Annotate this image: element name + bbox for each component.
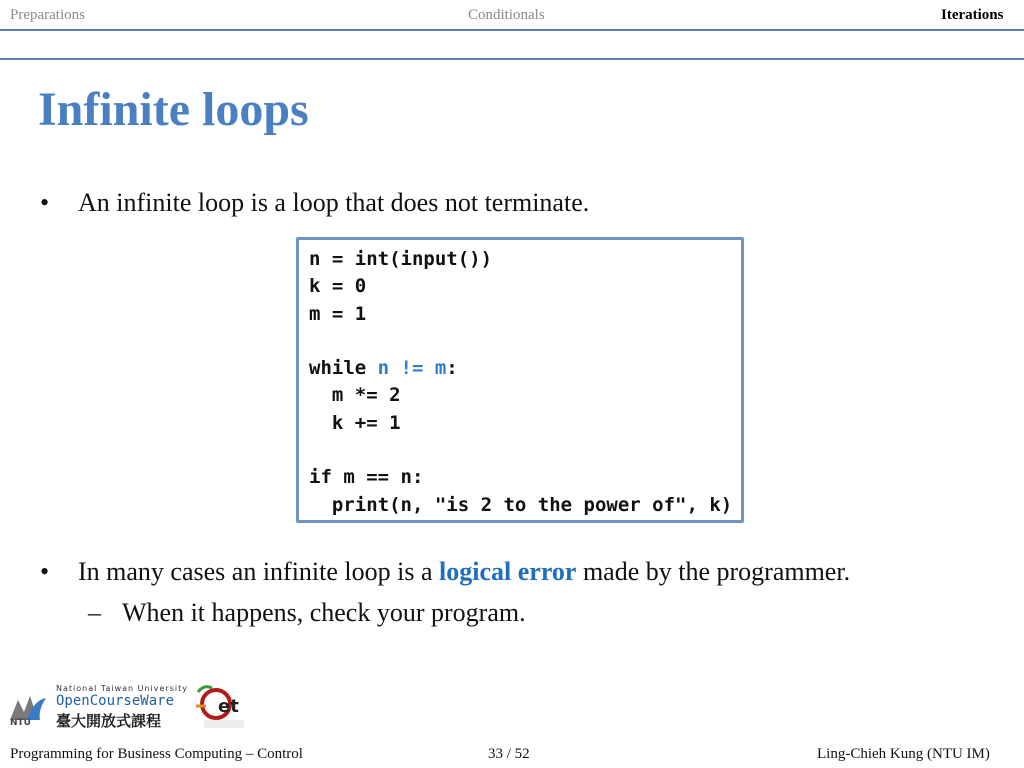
svg-text:NTU: NTU — [10, 718, 31, 726]
nav-item-conditionals[interactable]: Conditionals — [468, 7, 545, 23]
code-keyword: while — [309, 357, 378, 380]
code-colon: : — [446, 357, 458, 380]
svg-text:et: et — [218, 696, 239, 717]
ocw-chinese-label: 臺大開放式課程 — [56, 712, 162, 730]
bullet-text-suffix: made by the programmer. — [576, 557, 851, 586]
code-line: k += 1 — [309, 411, 401, 434]
slide-title: Infinite loops — [38, 83, 309, 136]
code-blank-line — [309, 328, 732, 355]
bullet-text-prefix: In many cases an infinite loop is a — [78, 557, 440, 586]
header-rule-top — [0, 29, 1024, 31]
footer-page-number: 33 / 52 — [488, 746, 530, 762]
code-block — [296, 237, 744, 523]
header-rule-bottom — [0, 58, 1024, 60]
ocw-brand-label: OpenCourseWare — [56, 693, 175, 709]
bullet-item — [40, 557, 851, 587]
code-blank-line — [309, 437, 732, 464]
code-line: m *= 2 — [309, 384, 401, 407]
sub-bullet-item — [88, 598, 526, 628]
get-logo-icon — [194, 682, 254, 732]
footer-author: Ling-Chieh Kung (NTU IM) — [817, 746, 990, 762]
sub-bullet-text: When it happens, check your program. — [122, 598, 526, 627]
top-navigation — [0, 0, 1024, 30]
nav-item-iterations[interactable]: Iterations — [941, 7, 1004, 23]
code-line: n = int(input()) — [309, 248, 493, 270]
bullet-item — [40, 188, 590, 218]
code-line: if m == n: — [309, 466, 424, 489]
ocw-university-label: National Taiwan University — [56, 684, 188, 693]
highlight-term: logical error — [439, 557, 577, 586]
code-content — [309, 246, 732, 519]
logo-area — [8, 682, 258, 732]
code-line: k = 0 — [309, 275, 367, 298]
bullet-dot: • — [40, 188, 50, 217]
code-line: print(n, "is 2 to the power of", k) — [309, 493, 733, 516]
code-line: m = 1 — [309, 302, 367, 325]
ntu-logo-icon — [8, 690, 48, 726]
code-line — [309, 355, 732, 382]
nav-item-preparations[interactable]: Preparations — [10, 7, 85, 23]
bullet-text: An infinite loop is a loop that does not terminate. — [78, 188, 590, 217]
code-condition: n != m — [377, 357, 447, 380]
sub-bullet-dash: – — [88, 598, 101, 627]
bullet-dot: • — [40, 557, 50, 586]
footer-course-title: Programming for Business Computing – Control — [10, 746, 303, 762]
